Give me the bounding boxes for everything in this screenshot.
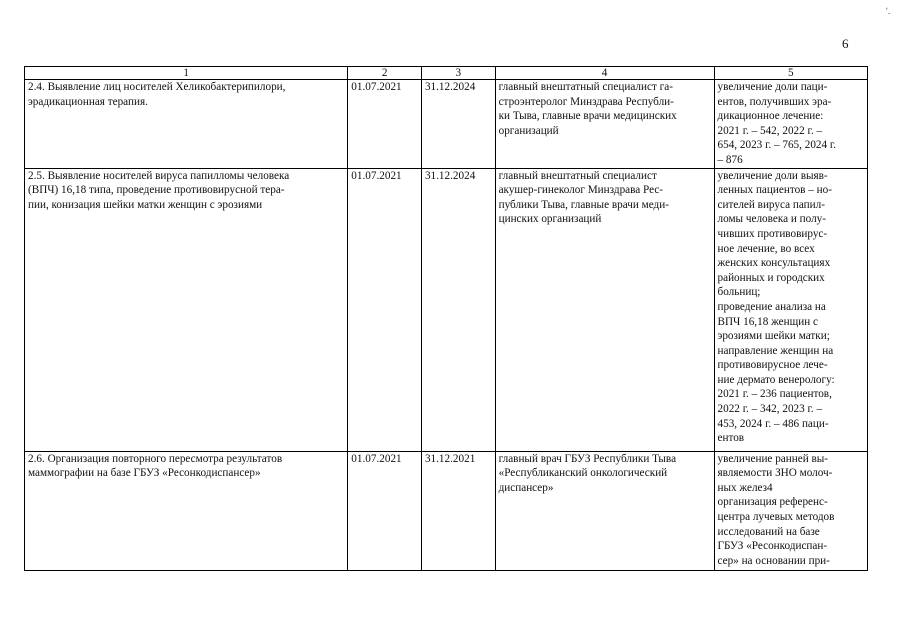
responsible-cell — [495, 80, 714, 169]
header-col-1: 1 — [25, 67, 348, 80]
result-cell — [714, 80, 867, 169]
responsible-cell — [495, 451, 714, 570]
start-date-cell — [348, 451, 422, 570]
responsible-text: главный врач ГБУЗ Республики Тыва «Республиканский онкологический диспансер» — [498, 452, 677, 494]
end-date-cell — [421, 451, 495, 570]
page-number: 6 — [842, 36, 849, 51]
measure-cell — [25, 451, 348, 570]
result-text: увеличение доли выяв- ленных пациентов – но- сителей вируса папил- ломы человека и полу- чивших противовирус- ное лечение, во всех женских консультациях районных и городских больниц; проведение анализа на ВПЧ 16,18 женщин с эрозиями шейки матки; направление женщин на противовирусное лече- ние дермато венерологу: 2021 г. – 236 пациентов, 2022 г. – 342, 2023 г. – 453, 2024 г. – 486 паци- ентов — [717, 169, 835, 445]
table-row — [25, 80, 868, 169]
header-col-5: 5 — [714, 67, 867, 80]
start-date-cell — [348, 80, 422, 169]
start-date: 01.07.2021 — [351, 169, 402, 182]
measure-cell — [25, 168, 348, 451]
responsible-text: главный внештатный специалист акушер-гинеколог Минздрава Рес- публики Тыва, главные врачи меди- цинских организаций — [498, 169, 669, 226]
table-header-row — [25, 67, 868, 80]
header-col-4: 4 — [495, 67, 714, 80]
table-row — [25, 168, 868, 451]
start-date: 01.07.2021 — [351, 452, 402, 465]
measure-cell — [25, 80, 348, 169]
header-col-2: 2 — [348, 67, 422, 80]
end-date-cell — [421, 80, 495, 169]
result-cell — [714, 451, 867, 570]
responsible-text: главный внештатный специалист га- строэнтеролог Минздрава Республи- ки Тыва, главные врачи медицинских организаций — [498, 81, 677, 137]
start-date: 01.07.2021 — [351, 81, 402, 93]
result-text: увеличение ранней вы- являемости ЗНО молоч- ных желез4 организация референс- центра лучевых методов исследований на базе ГБУЗ «Ресонкодиспан- сер» на основании при- — [717, 452, 835, 567]
measure-text: 2.6. Организация повторного пересмотра результатов маммографии на базе ГБУЗ «Ресонкодиспансер» — [28, 452, 283, 480]
result-text: увеличение доли паци- ентов, получивших эра- дикационное лечение: 2021 г. – 542, 2022 г. – 654, 2023 г. – 765, 2024 г. – 876 — [717, 81, 837, 166]
measures-table — [24, 66, 868, 571]
header-col-3: 3 — [421, 67, 495, 80]
end-date: 31.12.2024 — [424, 169, 476, 182]
measure-text: 2.5. Выявление носителей вируса папилломы человека (ВПЧ) 16,18 типа, проведение противовирусной тера- пии, конизация шейки матки женщин с эрозиями — [28, 169, 290, 211]
table-row — [25, 451, 868, 570]
result-cell — [714, 168, 867, 451]
end-date: 31.12.2024 — [424, 81, 476, 93]
end-date-cell — [421, 168, 495, 451]
measure-text: 2.4. Выявление лиц носителей Хеликобактерипилори, эрадикационная терапия. — [28, 81, 286, 108]
start-date-cell — [348, 168, 422, 451]
corner-mark: ʹ. — [886, 6, 891, 16]
responsible-cell — [495, 168, 714, 451]
end-date: 31.12.2021 — [424, 452, 476, 465]
